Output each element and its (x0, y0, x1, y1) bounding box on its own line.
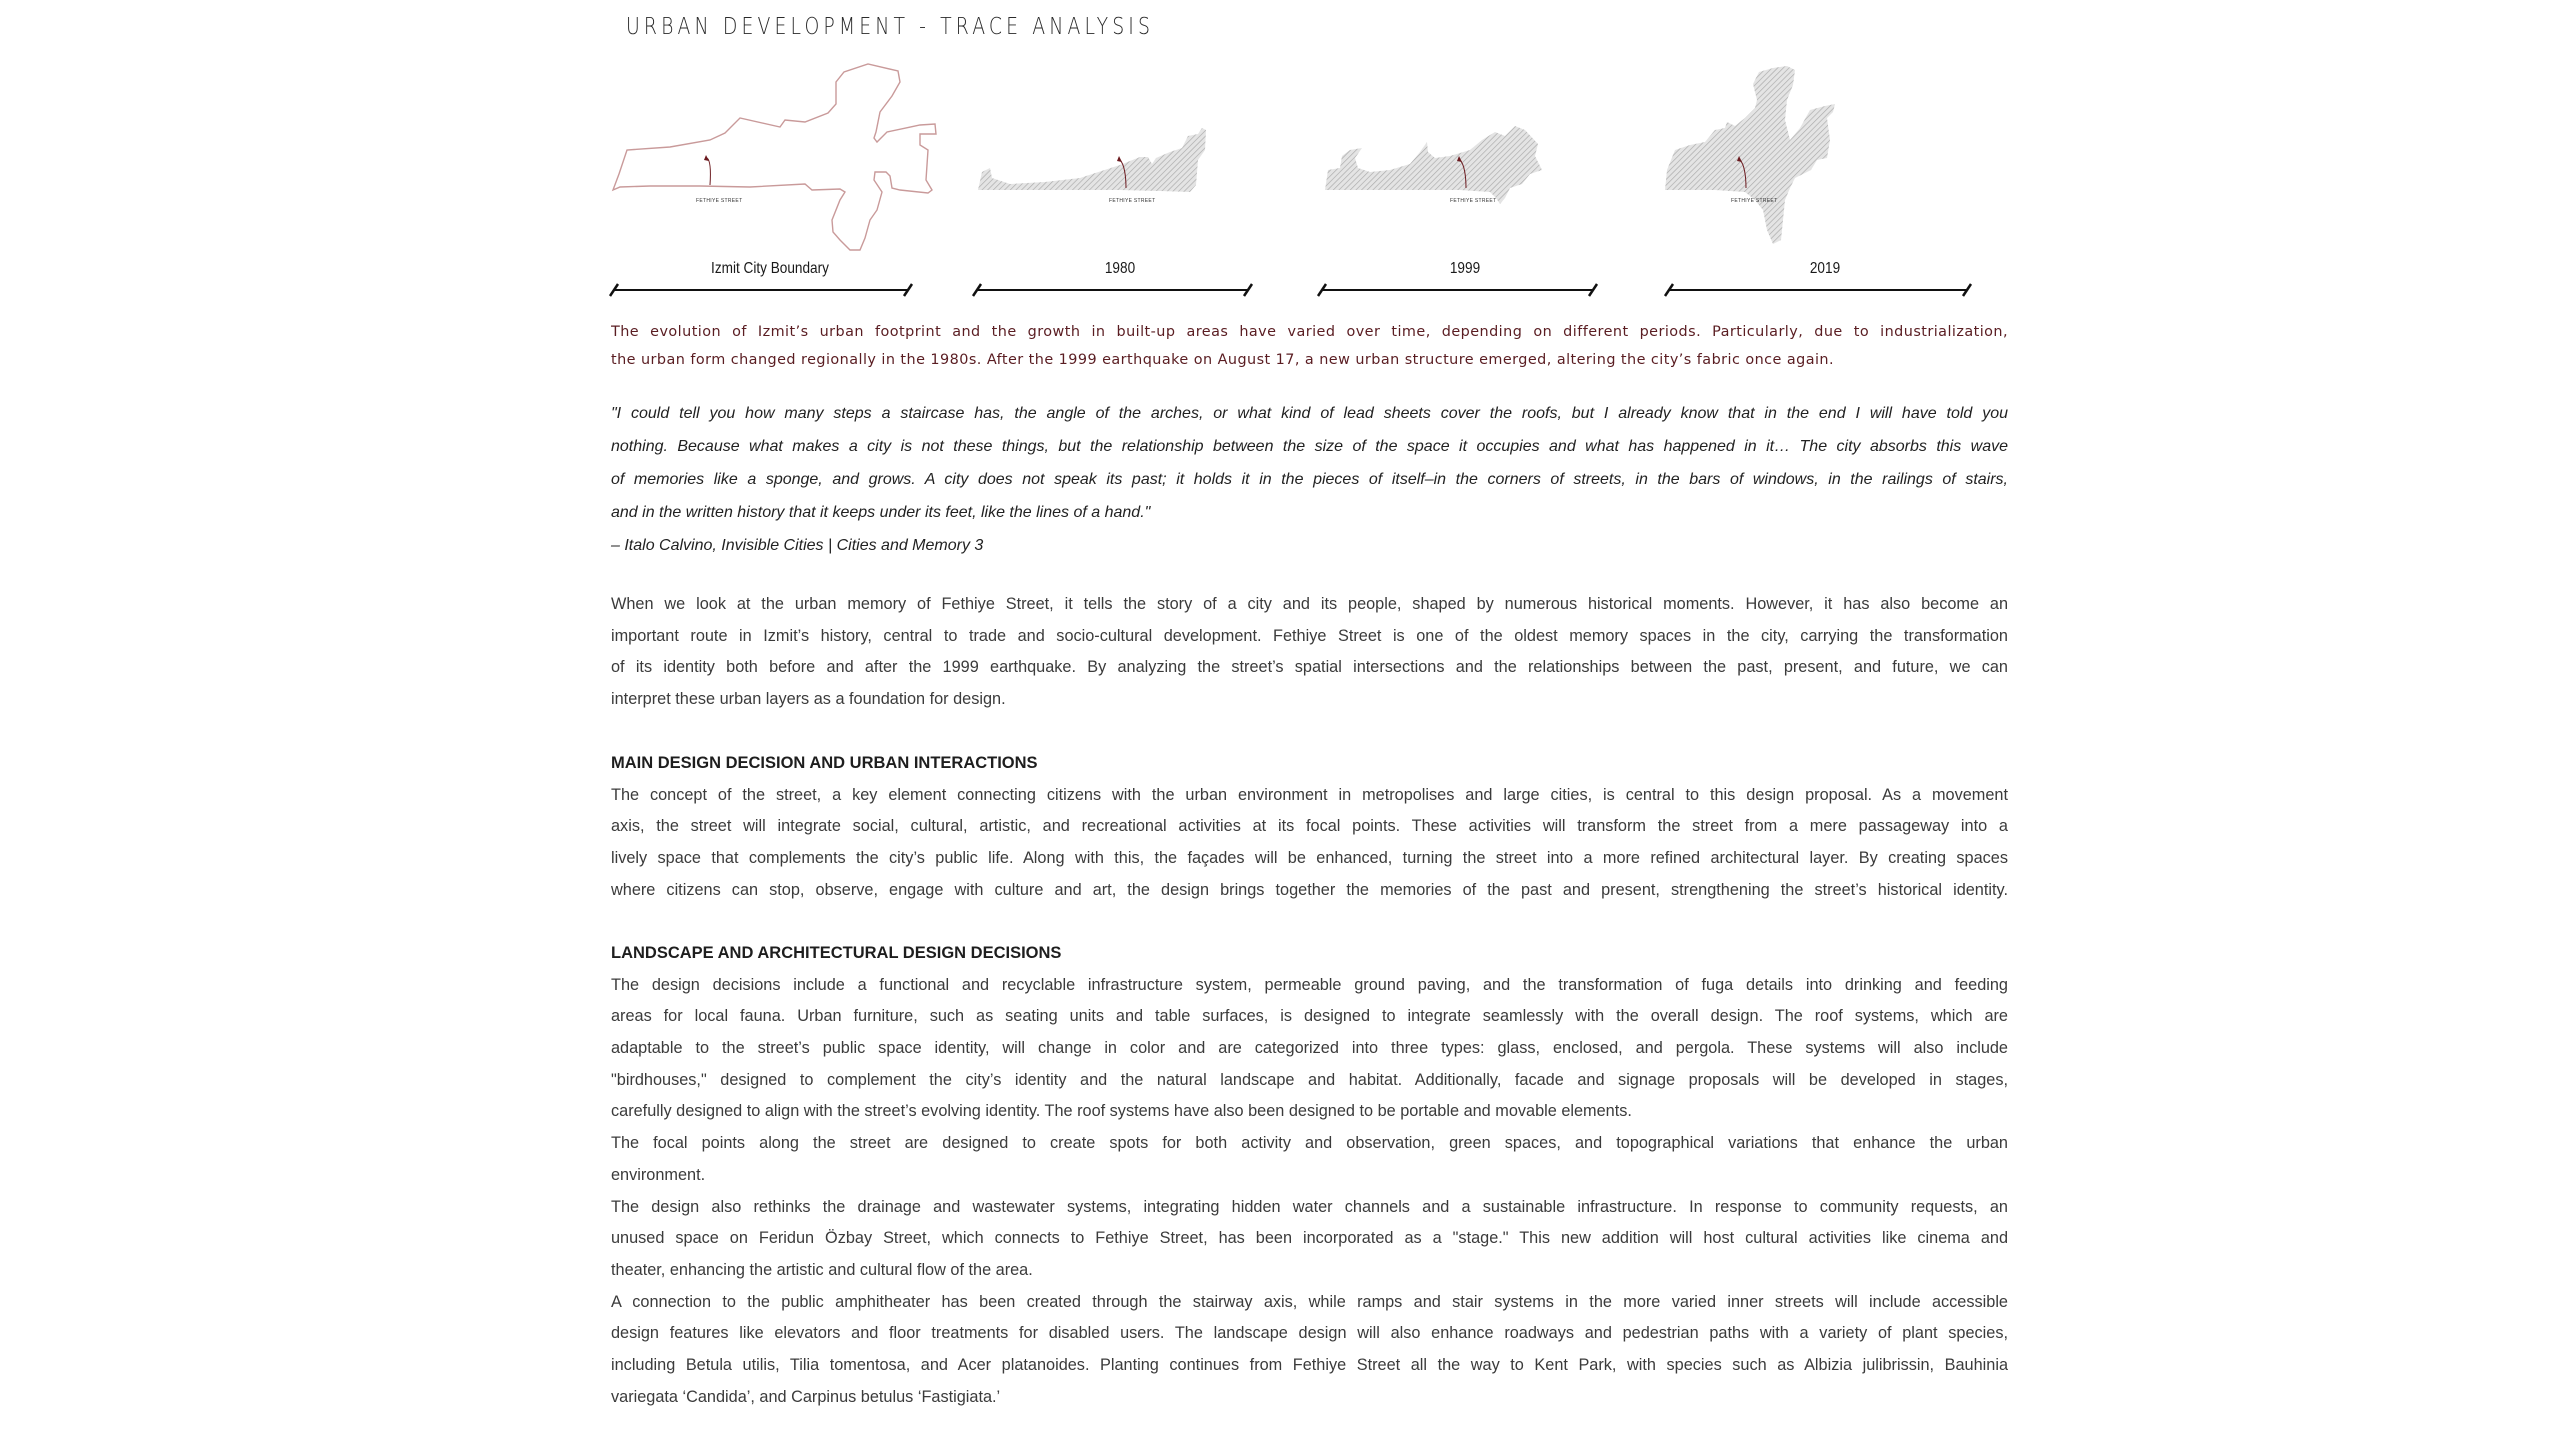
calvino-quote (611, 397, 2008, 562)
diagram-panel-1980 (970, 60, 1270, 310)
diagram-label: 1999 (1449, 260, 1481, 277)
scale-bar (600, 280, 940, 300)
body-line: The focal points along the street are designed to create spots for both activity and observation, green spaces, and topographical variations that enhance the urban (611, 1134, 2008, 1153)
street-label: FETHIYE STREET (1109, 198, 1156, 204)
diagram-panel-2019 (1655, 60, 1995, 310)
scale-bar (1310, 280, 1620, 300)
quote-line: "I could tell you how many steps a staircase has, the angle of the arches, or what kind of lead sheets cover the roofs, but I already know that in the end I will have told you (611, 405, 2008, 422)
body-line: including Betula utilis, Tilia tomentosa, and Acer platanoides. Planting continues from Fethiye Street all the way to Kent Park, with species such as Albizia julibrissin, Bauhinia (611, 1356, 2008, 1374)
body-line: lively space that complements the city’s public life. Along with this, the façades will be enhanced, turning the street into a more refined architectural layer. By creating spaces (611, 849, 2008, 868)
diagram-label: Izmit City Boundary (711, 260, 829, 277)
footprint-1999-map (1310, 60, 1620, 260)
body-line: axis, the street will integrate social, cultural, artistic, and recreational activities at its focal points. These activities will transform the street from a mere passageway into a (611, 817, 2008, 836)
body-line: A connection to the public amphitheater has been created through the stairway axis, while ramps and stair systems in the more varied inner streets will include accessible (611, 1292, 2008, 1311)
diagram-panel-boundary (600, 60, 940, 310)
body-line: theater, enhancing the artistic and cultural flow of the area. (611, 1260, 1033, 1279)
section-heading: MAIN DESIGN DECISION AND URBAN INTERACTIONS (611, 754, 1038, 772)
built-up-area (978, 128, 1206, 192)
footprint-1980-map (970, 60, 1270, 260)
street-label: FETHIYE STREET (696, 198, 743, 204)
body-line: The concept of the street, a key element connecting citizens with the urban environment in metropolises and large cities, is central to this design proposal. As a movement (611, 785, 2008, 804)
intro-line: The evolution of Izmit’s urban footprint and the growth in built-up areas have varied over time, depending on different periods. Particularly, due to industrialization, (611, 324, 2008, 340)
body-line: areas for local fauna. Urban furniture, such as seating units and table surfaces, is designed to integrate seamlessly with the overall design. The roof systems, which are (611, 1007, 2008, 1026)
quote-attribution: – Italo Calvino, Invisible Cities | Cities and Memory 3 (611, 537, 984, 554)
section-heading: LANDSCAPE AND ARCHITECTURAL DESIGN DECISIONS (611, 944, 1062, 962)
city-boundary-map (600, 60, 940, 260)
street-arrow-icon (704, 155, 709, 161)
body-line: where citizens can stop, observe, engage with culture and art, the design brings together the memories of the past and present, strengthening the street’s historical identity. (611, 880, 2008, 899)
section-main-design (611, 748, 2008, 906)
intro-paragraph (611, 318, 2008, 374)
diagram-panel-1999 (1310, 60, 1620, 310)
built-up-area (1325, 126, 1542, 204)
body-line: design features like elevators and floor treatments for disabled users. The landscape design will also enhance roadways and pedestrian paths with a variety of plant species, (611, 1324, 2008, 1343)
boundary-outline (613, 64, 936, 250)
page-title: URBAN DEVELOPMENT - TRACE ANALYSIS (626, 14, 1155, 40)
footprint-2019-map (1655, 60, 1995, 260)
body-line: When we look at the urban memory of Fethiye Street, it tells the story of a city and its people, shaped by numerous historical moments. However, it has also become an (611, 595, 2008, 613)
street-label: FETHIYE STREET (1450, 198, 1497, 204)
body-line: The design also rethinks the drainage and wastewater systems, integrating hidden water channels and a sustainable infrastructure. In response to community requests, an (611, 1197, 2008, 1216)
body-line: unused space on Feridun Özbay Street, which connects to Fethiye Street, has been incorporated as a "stage." This new addition will host cultural activities like cinema and (611, 1229, 2008, 1248)
quote-line: and in the written history that it keeps under its feet, like the lines of a hand." (611, 504, 1151, 521)
scale-bar (970, 280, 1270, 300)
built-up-area (1665, 66, 1835, 244)
body-line: adaptable to the street’s public space identity, will change in color and are categorized into three types: glass, enclosed, and pergola. These systems will also include (611, 1039, 2008, 1058)
street-arrow-line (707, 158, 710, 185)
body-line: The design decisions include a functional and recyclable infrastructure system, permeable ground paving, and the transformation of fuga details into drinking and feeding (611, 975, 2008, 994)
body-line: "birdhouses," designed to complement the city’s identity and the natural landscape and habitat. Additionally, facade and signage proposals will be developed in stages, (611, 1070, 2008, 1089)
fethiye-memory-paragraph (611, 589, 2008, 716)
street-label: FETHIYE STREET (1731, 198, 1778, 204)
quote-line: of memories like a sponge, and grows. A city does not speak its past; it holds it in the pieces of itself–in the corners of streets, in the bars of windows, in the railings of stairs, (611, 471, 2008, 488)
trace-diagrams (600, 60, 2020, 310)
section-landscape-design (611, 938, 2008, 1413)
body-line: important route in Izmit’s history, central to trade and socio-cultural development. Fethiye Street is one of the oldest memory spaces in the city, carrying the transformation (611, 626, 2008, 645)
body-line: environment. (611, 1165, 706, 1184)
intro-line: the urban form changed regionally in the 1980s. After the 1999 earthquake on August 17, a new urban structure emerged, altering the city’s fabric once again. (611, 352, 1835, 368)
quote-line: nothing. Because what makes a city is not these things, but the relationship between the size of the space it occupies and what has happened in it… The city absorbs this wave (611, 438, 2008, 455)
scale-bar (1655, 280, 1995, 300)
body-line: interpret these urban layers as a foundation for design. (611, 690, 1006, 709)
body-line: of its identity both before and after the 1999 earthquake. By analyzing the street’s spatial intersections and the relationships between the past, present, and future, we can (611, 658, 2008, 677)
diagram-label: 2019 (1809, 260, 1841, 277)
body-line: variegata ‘Candida’, and Carpinus betulus ‘Fastigiata.’ (611, 1387, 1001, 1406)
diagram-label: 1980 (1104, 260, 1136, 277)
street-arrow-icon (1117, 156, 1122, 162)
body-line: carefully designed to align with the street’s evolving identity. The roof systems have also been designed to be portable and movable elements. (611, 1102, 1632, 1121)
